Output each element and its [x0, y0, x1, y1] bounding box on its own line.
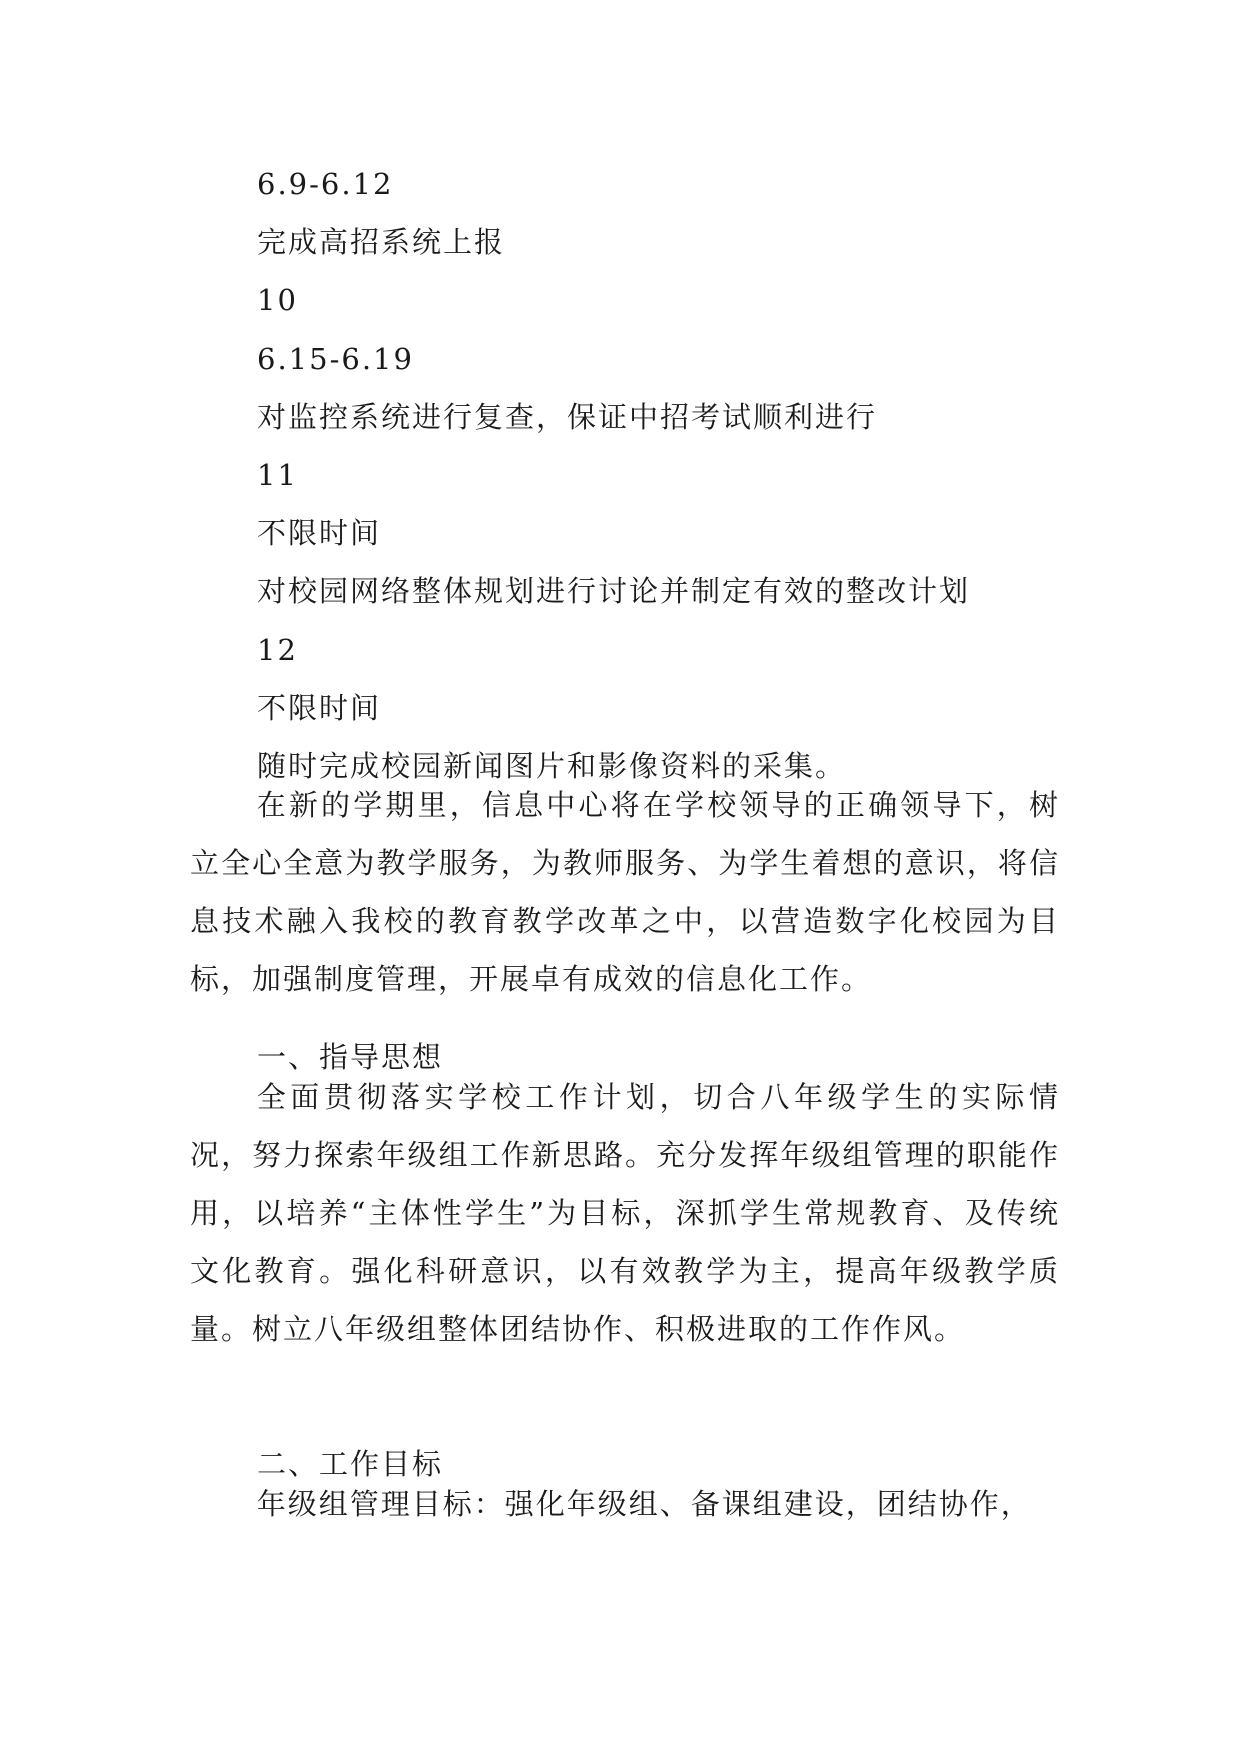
section-body: 全面贯彻落实学校工作计划，切合八年级学生的实际情况，努力探索年级组工作新思路。充分发挥年级组管理的职能作用，以培养“主体性学生”为目标，深抓学生常规教育、及传统文化教育。强化科研意识，以有效教学为主，提高年级教学质量。树立八年级组整体团结协作、积极进取的工作作风。 — [190, 1080, 1060, 1346]
schedule-date: 6.9-6.12 — [257, 167, 394, 201]
intro-paragraph: 在新的学期里，信息中心将在学校领导的正确领导下，树立全心全意为教学服务，为教师服务、为学生着想的意识，将信息技术融入我校的教育教学改革之中，以营造数字化校园为目标，加强制度管理，开展卓有成效的信息化工作。 — [190, 788, 1060, 996]
schedule-number: 11 — [257, 458, 298, 492]
section-body: 年级组管理目标：强化年级组、备课组建设，团结协作， — [256, 1487, 1032, 1521]
section-heading: 一、指导思想 — [257, 1040, 444, 1074]
schedule-task: 随时完成校园新闻图片和影像资料的采集。 — [257, 749, 847, 783]
schedule-date: 不限时间 — [257, 516, 382, 550]
schedule-number: 10 — [257, 283, 298, 317]
schedule-task: 对校园网络整体规划进行讨论并制定有效的整改计划 — [257, 574, 971, 608]
schedule-number: 12 — [257, 633, 298, 667]
schedule-task: 对监控系统进行复查，保证中招考试顺利进行 — [257, 400, 878, 434]
section-heading: 二、工作目标 — [257, 1447, 444, 1481]
schedule-date: 不限时间 — [257, 691, 382, 725]
schedule-task: 完成高招系统上报 — [257, 225, 506, 259]
schedule-date: 6.15-6.19 — [257, 342, 414, 376]
